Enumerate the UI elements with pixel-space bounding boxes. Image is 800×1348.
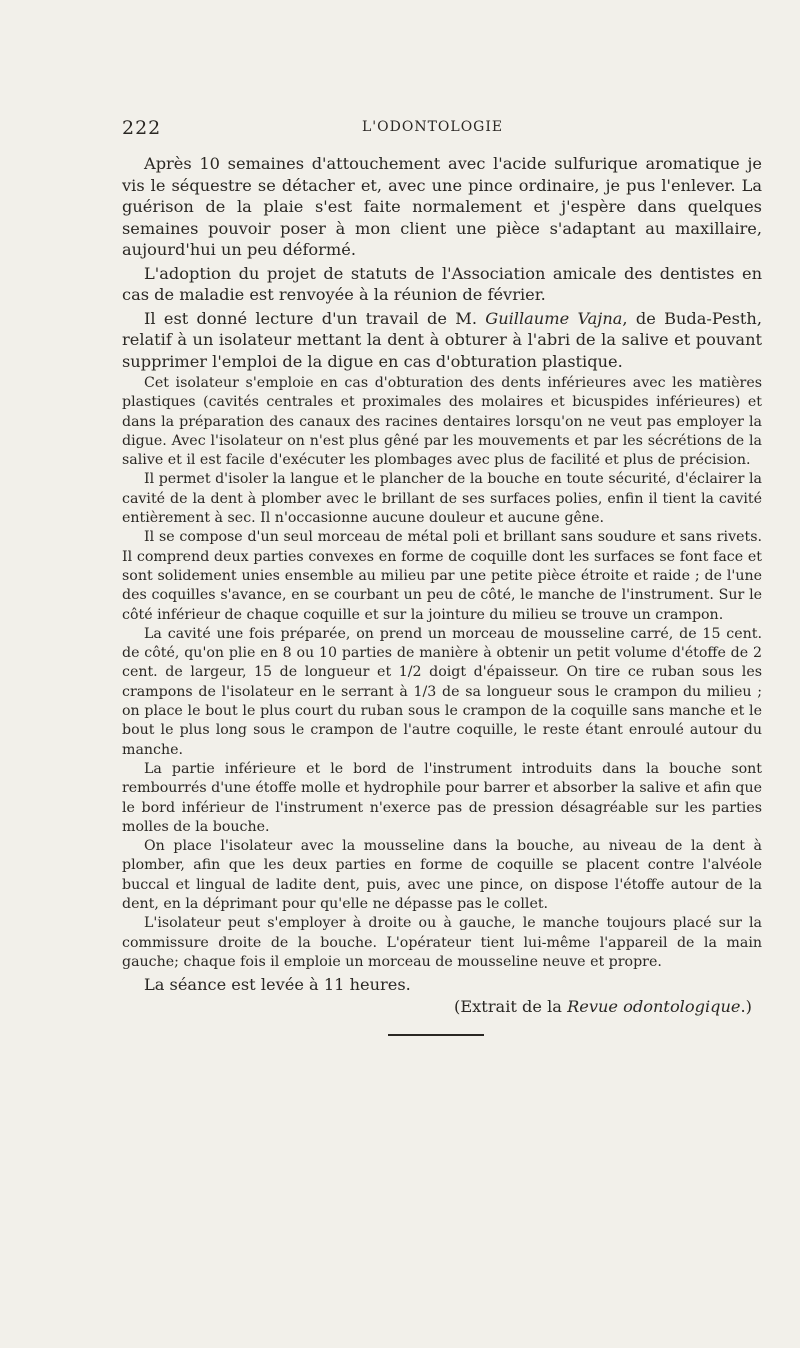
- body-paragraph: La cavité une fois préparée, on prend un morceau de mousseline carré, de 15 cent. de côté, qu'on plie en 8 ou 10 parties de manière à obtenir un petit volume d'étoffe de 2 cent. de largeur, 15 de longueur et 1/2 doigt d'épaisseur. On tire ce ruban sous les crampons de l'isolateur en le serrant à 1/3 de sa longueur sous le crampon du milieu ; on place le bout le plus court du ruban sous le crampon de la coquille sans manche et le bout le plus long sous le crampon de l'autre coquille, le reste étant enroulé autour du manche.: [122, 625, 762, 758]
- page-number: 222: [122, 117, 162, 139]
- author-name: Guillaume Vajna: [485, 308, 623, 328]
- body-paragraph: Après 10 semaines d'attouchement avec l'acide sulfurique aromatique je vis le séquestre se détacher et, avec une pince ordinaire, je pus l'enlever. La guérison de la plaie s'est faite normalement et j'espère dans quelques semaines pouvoir poser à mon client une pièce s'adaptant au maxillaire, aujourd'hui un peu déformé.: [122, 154, 762, 259]
- body-paragraph: La partie inférieure et le bord de l'instrument introduits dans la bouche sont rembourrés d'une étoffe molle et hydrophile pour barrer et absorber la salive et afin que le bord inférieur de l'instrument n'exerce pas de pression désagréable sur les parties molles de la bouche.: [122, 760, 762, 835]
- citation-text: (Extrait de la: [454, 997, 568, 1017]
- closing-line: La séance est levée à 11 heures.: [144, 975, 411, 995]
- body-paragraph: Cet isolateur s'emploie en cas d'obturation des dents inférieures avec les matières plastiques (cavités centrales et proximales des molaires et bicuspides inférieures) et dans la préparation des canaux des racines dentaires lorsqu'on ne veut pas employer la digue. Avec l'isolateur on n'est plus gêné par les mouvements et par les sécrétions de la salive et il est facile d'exécuter les plombages avec plus de facilité et plus de précision.: [122, 375, 762, 469]
- running-title: L'ODONTOLOGIE: [362, 119, 504, 135]
- paragraph-text: Il est donné lecture d'un travail de M.: [144, 308, 486, 328]
- source-citation: [122, 996, 762, 1018]
- body-paragraph: L'adoption du projet de statuts de l'Association amicale des dentistes en cas de maladie est renvoyée à la réunion de février.: [122, 263, 762, 304]
- body-paragraph: Il se compose d'un seul morceau de métal poli et brillant sans soudure et sans rivets. Il comprend deux parties convexes en forme de coquille dont les surfaces se font face et sont solidement unies ensemble au milieu par une petite pièce étroite et raide ; de l'une des coquilles s'avance, en se courbant un peu de côté, le manche de l'instrument. Sur le côté inférieur de chaque coquille et sur la jointure du milieu se trouve un crampon.: [122, 529, 762, 623]
- paragraph-text: , de Buda-Pesth, relatif à un isolateur mettant la dent à obturer à l'abri de la salive et pouvant supprimer l'emploi de la digue en cas d'obturation plastique.: [122, 308, 763, 371]
- section-divider: [388, 1034, 484, 1036]
- page-header: [122, 117, 762, 153]
- body-paragraph: On place l'isolateur avec la mousseline dans la bouche, au niveau de la dent à plomber, afin que les deux parties en forme de coquille se placent contre l'alvéole buccal et lingual de ladite dent, puis, avec une pince, on dispose l'étoffe autour de la dent, en la déprimant pour qu'elle ne dépasse pas le collet.: [122, 838, 762, 913]
- body-paragraph: Il permet d'isoler la langue et le plancher de la bouche en toute sécurité, d'éclairer la cavité de la dent à plomber avec le brillant de ses surfaces polies, enfin il tient la cavité entièrement à sec. Il n'occasionne aucune douleur et aucune gêne.: [122, 471, 762, 527]
- body-paragraph: [122, 308, 762, 373]
- journal-title: Revue odontologique: [567, 997, 741, 1017]
- document-page: [122, 117, 762, 1036]
- citation-text: .): [740, 997, 752, 1017]
- body-paragraph: L'isolateur peut s'employer à droite ou à gauche, le manche toujours placé sur la commissure droite de la bouche. L'opérateur tient lui-même l'appareil de la main gauche; chaque fois il emploie un morceau de mousseline neuve et propre.: [122, 915, 762, 970]
